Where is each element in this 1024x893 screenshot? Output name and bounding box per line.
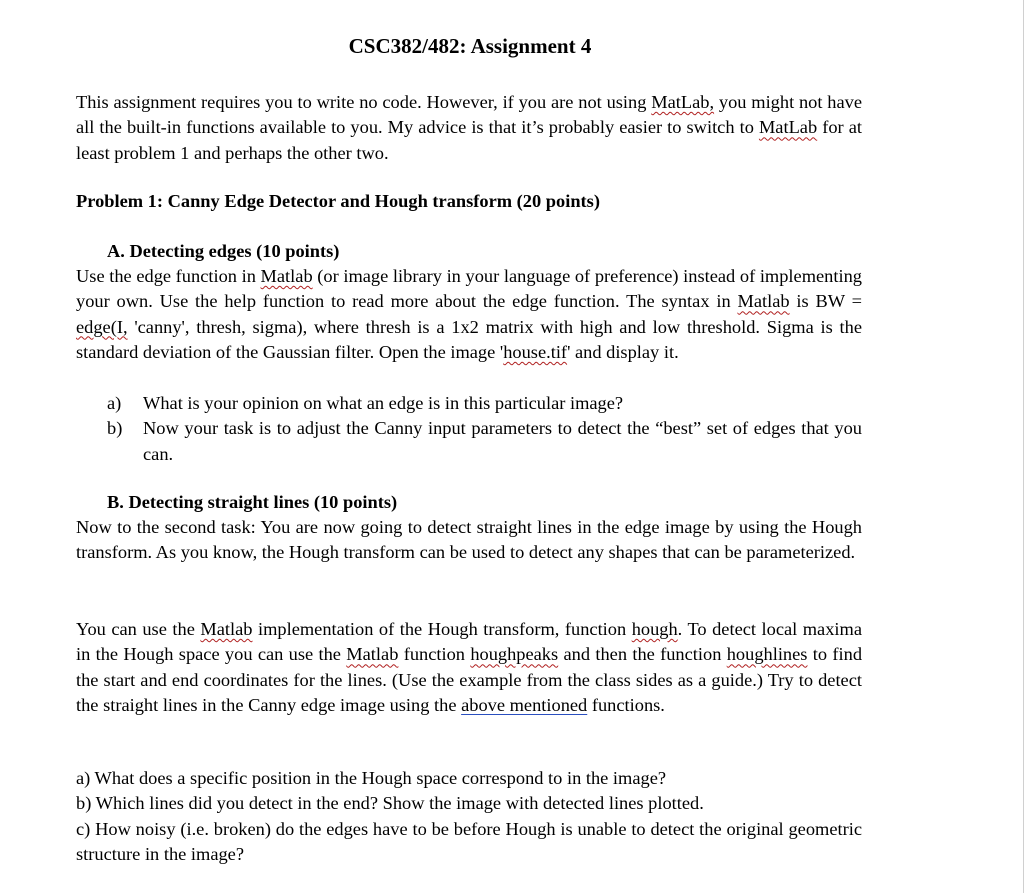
partB-houghlines-word: houghlines	[726, 644, 808, 665]
partB-text-c: . To detect local maxima in the Hough space you can use the	[76, 619, 862, 665]
partB-hough-word: hough	[631, 619, 678, 639]
partB-paragraph-1: Now to the second task: You are now going to detect straight lines in the edge image by using the Hough transform. As you know, the Hough transform can be used to detect any shapes that can be parameterized.	[76, 517, 862, 563]
partA-house-file: house.tif	[503, 341, 568, 362]
list-item-label: b)	[107, 418, 123, 439]
partB-heading: B. Detecting straight lines (10 points)	[107, 492, 398, 512]
partA-text-3: is BW =	[789, 291, 862, 312]
list-item: a) What does a specific position in the Hough space correspond to in the image?	[76, 768, 667, 788]
partB-text-g: functions.	[587, 694, 665, 715]
partA-text-5: ' and display it.	[567, 341, 679, 362]
intro-matlab-word-2: MatLab	[758, 117, 818, 138]
partB-matlab-word-1: Matlab	[200, 619, 253, 639]
partB-houghpeaks-word: houghpeaks	[470, 644, 559, 665]
list-item	[107, 391, 862, 416]
partA-question-list	[107, 391, 862, 467]
partB-text-f: to find the start and end coordinates for the lines. (Use the example from the class sides as a guide.) Try to detect the straight lines in the Canny edge image using the	[76, 644, 863, 715]
intro-text-1: This assignment requires you to write no code. However, if you are not using	[76, 92, 652, 112]
partB-text-e: and then the function	[558, 644, 727, 665]
list-item: c) How noisy (i.e. broken) do the edges have to be before Hough is unable to detect the original geometric structure in the image?	[76, 818, 862, 864]
partB-matlab-word-2: Matlab	[346, 644, 399, 665]
intro-matlab-word-1: MatLab,	[651, 92, 715, 112]
list-item-label: a)	[107, 393, 122, 413]
partA-matlab-word-1: Matlab	[260, 266, 313, 286]
partB-text-a: You can use the	[76, 619, 201, 639]
problem1-heading: Problem 1: Canny Edge Detector and Hough transform (20 points)	[76, 191, 600, 211]
list-item	[107, 416, 862, 467]
partB-above-mentioned: above mentioned	[461, 694, 588, 715]
partB-text-d: function	[398, 644, 471, 665]
intro-text-3: for at least problem 1 and perhaps the other two.	[76, 117, 862, 163]
partA-matlab-word-2: Matlab	[737, 291, 790, 312]
partB-questions	[76, 766, 862, 867]
list-item: b) Which lines did you detect in the end? Show the image with detected lines plotted.	[76, 793, 704, 814]
partA-text-4: 'canny', thresh, sigma), where thresh is a 1x2 matrix with high and low threshold. Sigma is the standard deviation of the Gaussian filter. Open the image '	[76, 316, 862, 362]
partA-text-1: Use the edge function in	[76, 266, 261, 286]
partA-paragraph	[76, 264, 862, 365]
intro-text-2: you might not have all the built-in functions available to you. My advice is that it’s probably easier to switch to	[76, 92, 863, 138]
partB-text-b: implementation of the Hough transform, function	[252, 619, 632, 639]
intro-paragraph	[76, 90, 862, 166]
partA-heading: A. Detecting edges (10 points)	[107, 241, 340, 261]
list-item-text: Now your task is to adjust the Canny input parameters to detect the “best” set of edges that you can.	[143, 418, 862, 464]
list-item-text: What is your opinion on what an edge is in this particular image?	[143, 393, 624, 413]
partA-edge-call: edge(I,	[76, 316, 128, 337]
partA-text-2: (or image library in your language of preference) instead of implementing your own. Use the help function to read more about the edge function. The syntax in	[76, 266, 862, 312]
partB-paragraph-2	[76, 617, 862, 718]
document-title: CSC382/482: Assignment 4	[348, 34, 592, 58]
